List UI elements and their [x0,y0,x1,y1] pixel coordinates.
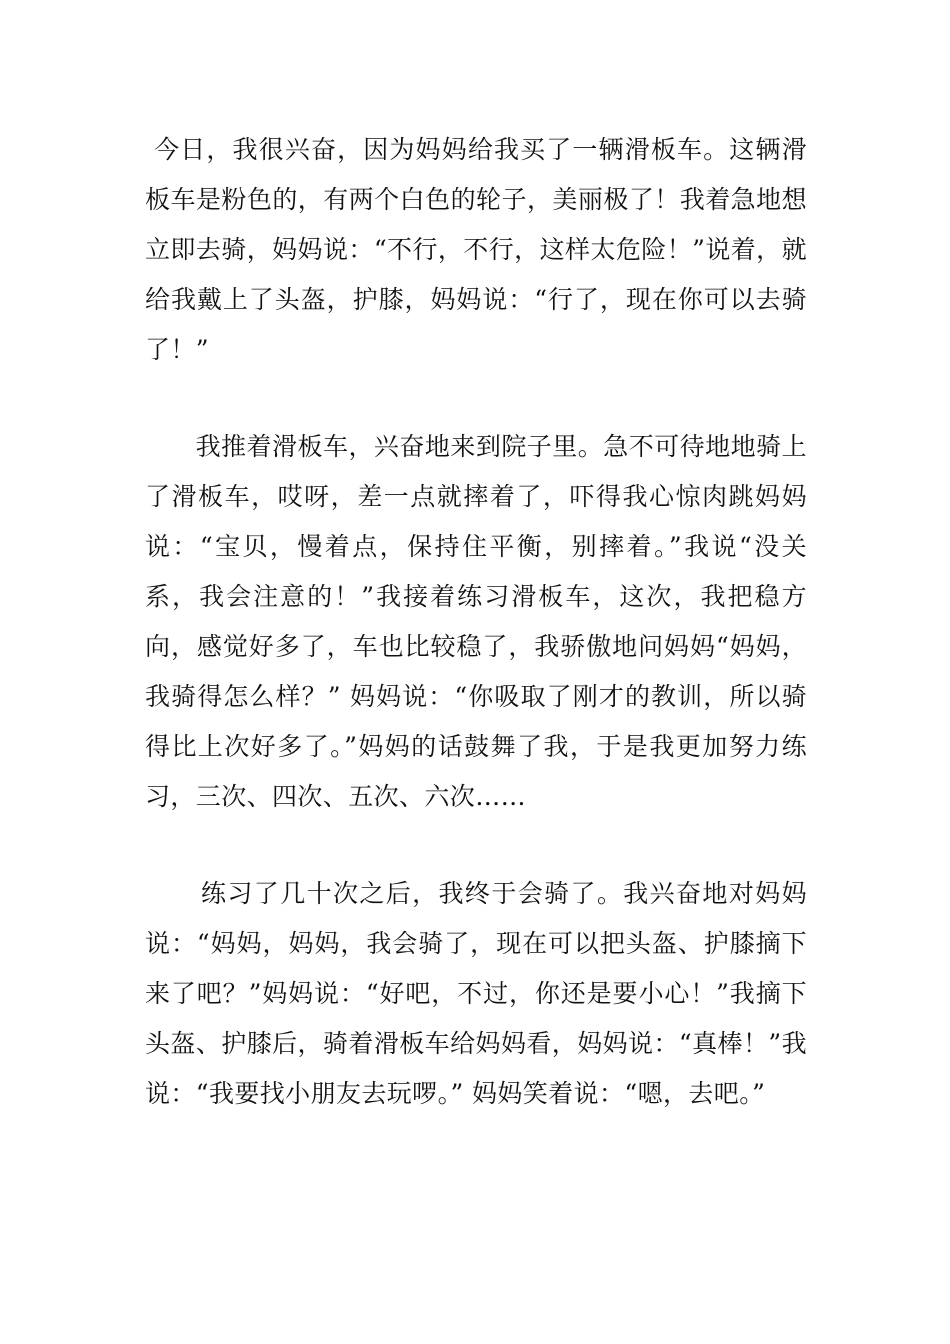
paragraph-3: 练习了几十次之后，我终于会骑了。我兴奋地对妈妈说：“妈妈，妈妈，我会骑了，现在可以把头盔、护膝摘下来了吧？”妈妈说：“好吧，不过，你还是要小心！”我摘下头盔、护膝后，骑着滑板车给妈妈看，妈妈说：“真棒！”我说：“我要找小朋友去玩啰。” 妈妈笑着说：“嗯，去吧。” [145,879,807,1108]
paragraph-2: 我推着滑板车，兴奋地来到院子里。急不可待地地骑上了滑板车，哎呀，差一点就摔着了，吓得我心惊肉跳妈妈说：“宝贝，慢着点，保持住平衡，别摔着。”我说“没关系，我会注意的！”我接着练习滑板车，这次，我把稳方向，感觉好多了，车也比较稳了，我骄傲地问妈妈“妈妈，我骑得怎么样？” 妈妈说：“你吸取了刚才的教训，所以骑得比上次好多了。”妈妈的话鼓舞了我，于是我更加努力练习，三次、四次、五次、六次…… [145,432,807,811]
paragraph-1: 今日，我很兴奋，因为妈妈给我买了一辆滑板车。这辆滑板车是粉色的，有两个白色的轮子，美丽极了！我着急地想立即去骑，妈妈说：“不行，不行，这样太危险！”说着，就给我戴上了头盔，护膝，妈妈说：“行了，现在你可以去骑了！” [145,135,807,364]
